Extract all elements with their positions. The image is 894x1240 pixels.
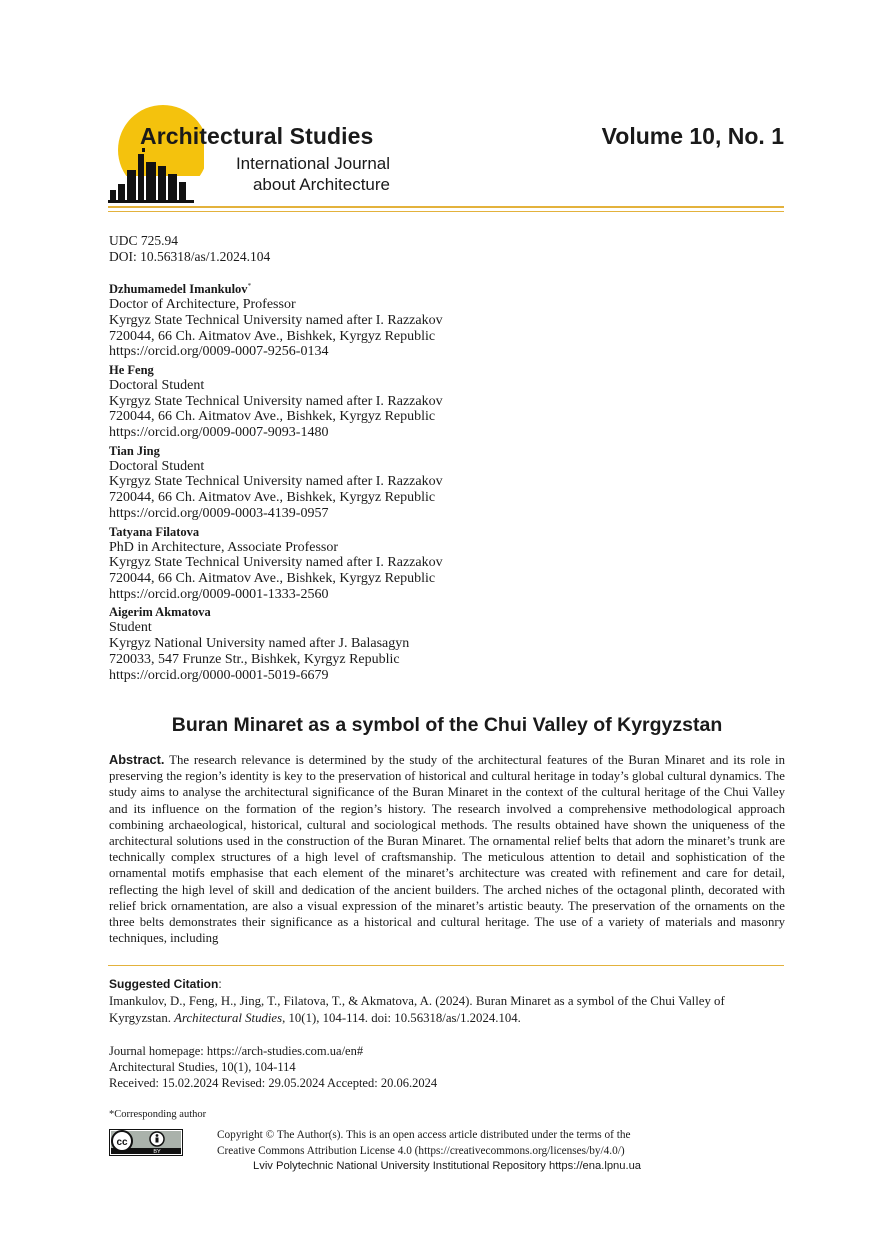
author-affiliation-line: 720033, 547 Frunze Str., Bishkek, Kyrgyz Republic [109,651,400,667]
abstract [109,752,785,946]
author-orcid-link[interactable]: https://orcid.org/0009-0003-4139-0957 [109,505,329,521]
cc-by-label: BY [153,1149,161,1156]
author-block [109,605,609,683]
author-name [109,363,609,378]
journal-subtitle-line: about Architecture [252,175,390,194]
author-affiliation [109,620,609,683]
author-name-text: Dzhumamedel Imankulov [109,282,248,297]
author-affiliation-line: Kyrgyz State Technical University named after I. Razzakov [109,312,443,328]
author-affiliation-line: Doctoral Student [109,377,205,393]
article-dates: Received: 15.02.2024 Revised: 29.05.2024 Accepted: 20.06.2024 [109,1075,438,1090]
author-affiliation-line: Doctoral Student [109,458,205,474]
doi[interactable]: DOI: 10.56318/as/1.2024.104 [109,249,271,264]
author-name-text: Tian Jing [109,443,160,458]
journal-subtitle [200,153,390,195]
author-name-text: Tatyana Filatova [109,524,200,539]
author-affiliation-line: 720044, 66 Ch. Aitmatov Ave., Bishkek, Kyrgyz Republic [109,571,436,586]
journal-title: Architectural Studies [140,123,374,149]
citation-journal: Architectural Studies [174,1010,283,1025]
author-affiliation-line: Student [109,620,152,636]
license-line[interactable]: Creative Commons Attribution License 4.0 (https://creativecommons.org/licenses/by/4.0/) [217,1144,625,1157]
author-orcid-link[interactable]: https://orcid.org/0000-0001-5019-6679 [109,667,329,683]
author-block [109,444,609,522]
abstract-label: Abstract. [109,752,165,767]
citation-heading [109,977,222,991]
header-divider [108,206,784,214]
author-affiliation-line: Doctor of Architecture, Professor [109,297,296,313]
author-orcid-link[interactable]: https://orcid.org/0009-0007-9093-1480 [109,425,329,441]
author-affiliation-line: Kyrgyz State Technical University named after I. Razzakov [109,474,443,490]
repository-stamp: Lviv Polytechnic National University Institutional Repository https://ena.lpnu.ua [253,1160,642,1172]
author-block [109,525,609,603]
author-affiliation-line: 720044, 66 Ch. Aitmatov Ave., Bishkek, Kyrgyz Republic [109,328,436,344]
citation-text-after: , 10(1), 104-114. doi: 10.56318/as/1.2024.104. [282,1010,521,1025]
author-affiliation-line: Kyrgyz State Technical University named after I. Razzakov [109,393,443,409]
article-title: Buran Minaret as a symbol of the Chui Valley of Kyrgyzstan [171,714,723,736]
author-affiliation-line: 720044, 66 Ch. Aitmatov Ave., Bishkek, Kyrgyz Republic [109,490,436,506]
license-line: Copyright © The Author(s). This is an open access article distributed under the terms of the [217,1129,631,1141]
author-affiliation-line: PhD in Architecture, Associate Professor [109,539,339,555]
svg-text:cc: cc [116,1137,128,1148]
author-list [109,279,609,686]
author-affiliation [109,297,609,360]
author-name-text: Aigerim Akmatova [109,605,211,620]
citation-heading-colon: : [218,977,222,991]
journal-homepage[interactable]: Journal homepage: https://arch-studies.com.ua/en# [109,1044,364,1058]
article-identifiers [109,233,270,265]
author-block [109,279,609,360]
journal-logo [108,104,204,204]
corresponding-mark: * [247,282,252,290]
author-affiliation-line: Kyrgyz National University named after J. Balasagyn [109,636,410,652]
journal-subtitle-line: International Journal [235,154,390,173]
author-name [109,525,609,540]
corresponding-author-note: *Corresponding author [109,1109,207,1120]
author-name [109,444,609,459]
udc-code: UDC 725.94 [109,233,179,248]
author-orcid-link[interactable]: https://orcid.org/0009-0001-1333-2560 [109,586,329,602]
author-orcid-link[interactable]: https://orcid.org/0009-0007-9256-0134 [109,344,329,360]
citation-text [109,993,789,1026]
author-affiliation [109,378,609,441]
license-statement [217,1128,631,1159]
abstract-text: The research relevance is determined by the study of the architectural features of the Buran Minaret and its role in preserving the region’s identity is key to the preservation of historical and cultural heritage in today’s global cultural dynamics. The study aims to analyse the architectural significance of the Buran Minaret in the context of the cultural heritage of the Chui Valley and its influence on the formation of the region’s history. The research involved a comprehensive methodological approach combining archaeological, historical, cultural and sociological methods. The results obtained have shown the uniqueness of the architectural solutions used in the construction of the Buran Minaret. The ornamental relief belts that adorn the minaret’s trunk are technically complex structures of a high level of craftsmanship. The meticulous attention to detail and sophistication of the ornamental motifs emphasise that each element of the minaret’s architecture was created with refinement and care for detail, reflecting the high level of skill and dedication of the ancient builders. The arched niches of the octagonal plinth, decorated with relief brick ornamentation, are also a visual expression of the minaret’s artistic beauty. The preservation of the ornaments on the three belts demonstrates their significance as a historical and cultural heritage. The use of a variety of materials and masonry techniques, including [109,753,785,946]
citation-text-before: Imankulov, D., Feng, H., Jing, T., Filatova, T., & Akmatova, A. (2024). Buran Minaret as a symbol of the Chui Valley of Kyrgyzstan. [109,994,725,1025]
cc-by-license-icon[interactable] [109,1129,183,1156]
author-affiliation [109,459,609,522]
author-affiliation-line: 720044, 66 Ch. Aitmatov Ave., Bishkek, Kyrgyz Republic [109,409,436,425]
volume-issue: Volume 10, No. 1 [601,123,784,149]
author-affiliation-line: Kyrgyz State Technical University named after I. Razzakov [109,555,443,571]
journal-info [109,1044,437,1091]
abstract-divider [108,965,784,966]
author-affiliation [109,540,609,603]
journal-reference: Architectural Studies, 10(1), 104-114 [109,1059,296,1074]
author-name [109,605,609,620]
citation-heading-text: Suggested Citation [109,977,219,991]
author-name-text: He Feng [109,362,154,377]
author-block [109,363,609,441]
author-name [109,279,609,297]
